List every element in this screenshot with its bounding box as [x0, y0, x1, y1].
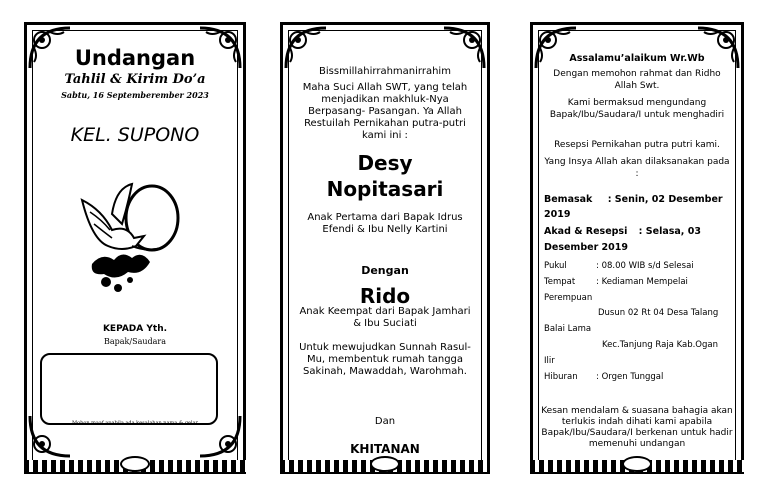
corner-ornament-icon — [440, 24, 488, 72]
akad-row — [544, 226, 701, 237]
entertainment-label: Hiburan — [544, 372, 578, 382]
place-row — [544, 277, 688, 287]
bemasak-label: Bemasak — [544, 194, 593, 205]
time-row — [544, 261, 694, 271]
place-cont: Perempuan — [544, 293, 593, 303]
name-apology-note: Mohon maaf apabila ada kesalahan nama & gelar — [71, 420, 198, 426]
recipient-name-box — [40, 353, 218, 425]
place-label: Tempat — [544, 277, 576, 287]
paragraph-2: Kami bermaksud mengundang Bapak/Ibu/Saudara/I untuk menghadiri — [549, 98, 725, 120]
bemasak-row — [544, 194, 723, 205]
closing-text: Kesan mendalam & suasana bahagia akan terlukis indah dihati kami apabila Bapak/Ibu/Saudara/I berkenan untuk hadir memenuhi undangan — [541, 406, 733, 449]
address-dusun: Dusun 02 Rt 04 Desa Talang — [598, 308, 719, 318]
family-name: KEL. SUPONO — [70, 124, 200, 146]
oval-ornament — [370, 456, 400, 472]
greeting: Assalamu’alaikum Wr.Wb — [569, 53, 705, 64]
recipient-sub: Bapak/Saudara — [104, 337, 166, 346]
entertainment-row — [544, 372, 663, 382]
address-ilir: Ilir — [544, 356, 555, 366]
address-balai: Balai Lama — [544, 324, 592, 334]
akad-value: : Selasa, 03 — [638, 226, 701, 237]
corner-ornament-icon — [532, 24, 580, 72]
time-value: : 08.00 WIB s/d Selesai — [596, 261, 694, 271]
intro-text: Maha Suci Allah SWT, yang telah menjadikan makhluk-Nya Berpasang- Pasangan. Ya Allah Restuilah Pernikahan putra-putri kami ini : — [302, 82, 468, 141]
bride-parents: Anak Pertama dari Bapak Idrus Efendi & Ibu Nelly Kartini — [307, 212, 463, 235]
prayer-text: Untuk mewujudkan Sunnah Rasul-Mu, membentuk rumah tangga Sakinah, Mawaddah, Warohmah. — [299, 342, 471, 377]
circumcision-title: KHITANAN — [350, 442, 420, 456]
entertainment-value: : Orgen Tunggal — [596, 372, 664, 382]
corner-ornament-icon — [694, 24, 742, 72]
bride-name: Desy Nopitasari — [326, 151, 444, 201]
dove-icon — [72, 180, 186, 298]
corner-ornament-icon — [282, 24, 330, 72]
groom-name: Rido — [359, 284, 411, 308]
paragraph-4: Yang Insya Allah akan dilaksanakan pada : — [544, 157, 730, 179]
couple-card — [280, 22, 490, 474]
paragraph-3: Resepsi Pernikahan putra putri kami. — [554, 140, 720, 150]
details-card — [530, 22, 744, 474]
cover-card — [24, 22, 246, 474]
paragraph-1: Dengan memohon rahmat dan Ridho Allah Swt. — [553, 69, 721, 91]
oval-ornament — [120, 456, 150, 472]
time-label: Pukul — [544, 261, 567, 271]
bemasak-value: : Senin, 02 Desember — [607, 194, 723, 205]
recipient-label: KEPADA Yth. — [102, 324, 168, 334]
bemasak-year: 2019 — [544, 209, 571, 220]
opening-basmala: Bissmillahirrahmanirrahim — [319, 66, 451, 77]
event-subtitle: Tahlil & Kirim Do’a — [64, 72, 206, 87]
akad-date: Desember 2019 — [544, 242, 629, 253]
groom-parents: Anak Keempat dari Bapak Jamhari & Ibu Suciati — [299, 306, 471, 329]
and-label: Dan — [374, 416, 396, 427]
with-label: Dengan — [361, 264, 409, 277]
invitation-title: Undangan — [74, 46, 196, 70]
akad-label: Akad & Resepsi — [544, 226, 628, 237]
address-kec: Kec.Tanjung Raja Kab.Ogan — [602, 340, 718, 350]
oval-ornament — [622, 456, 652, 472]
event-date: Sabtu, 16 Septemberember 2023 — [61, 90, 209, 100]
place-value: : Kediaman Mempelai — [596, 277, 688, 287]
